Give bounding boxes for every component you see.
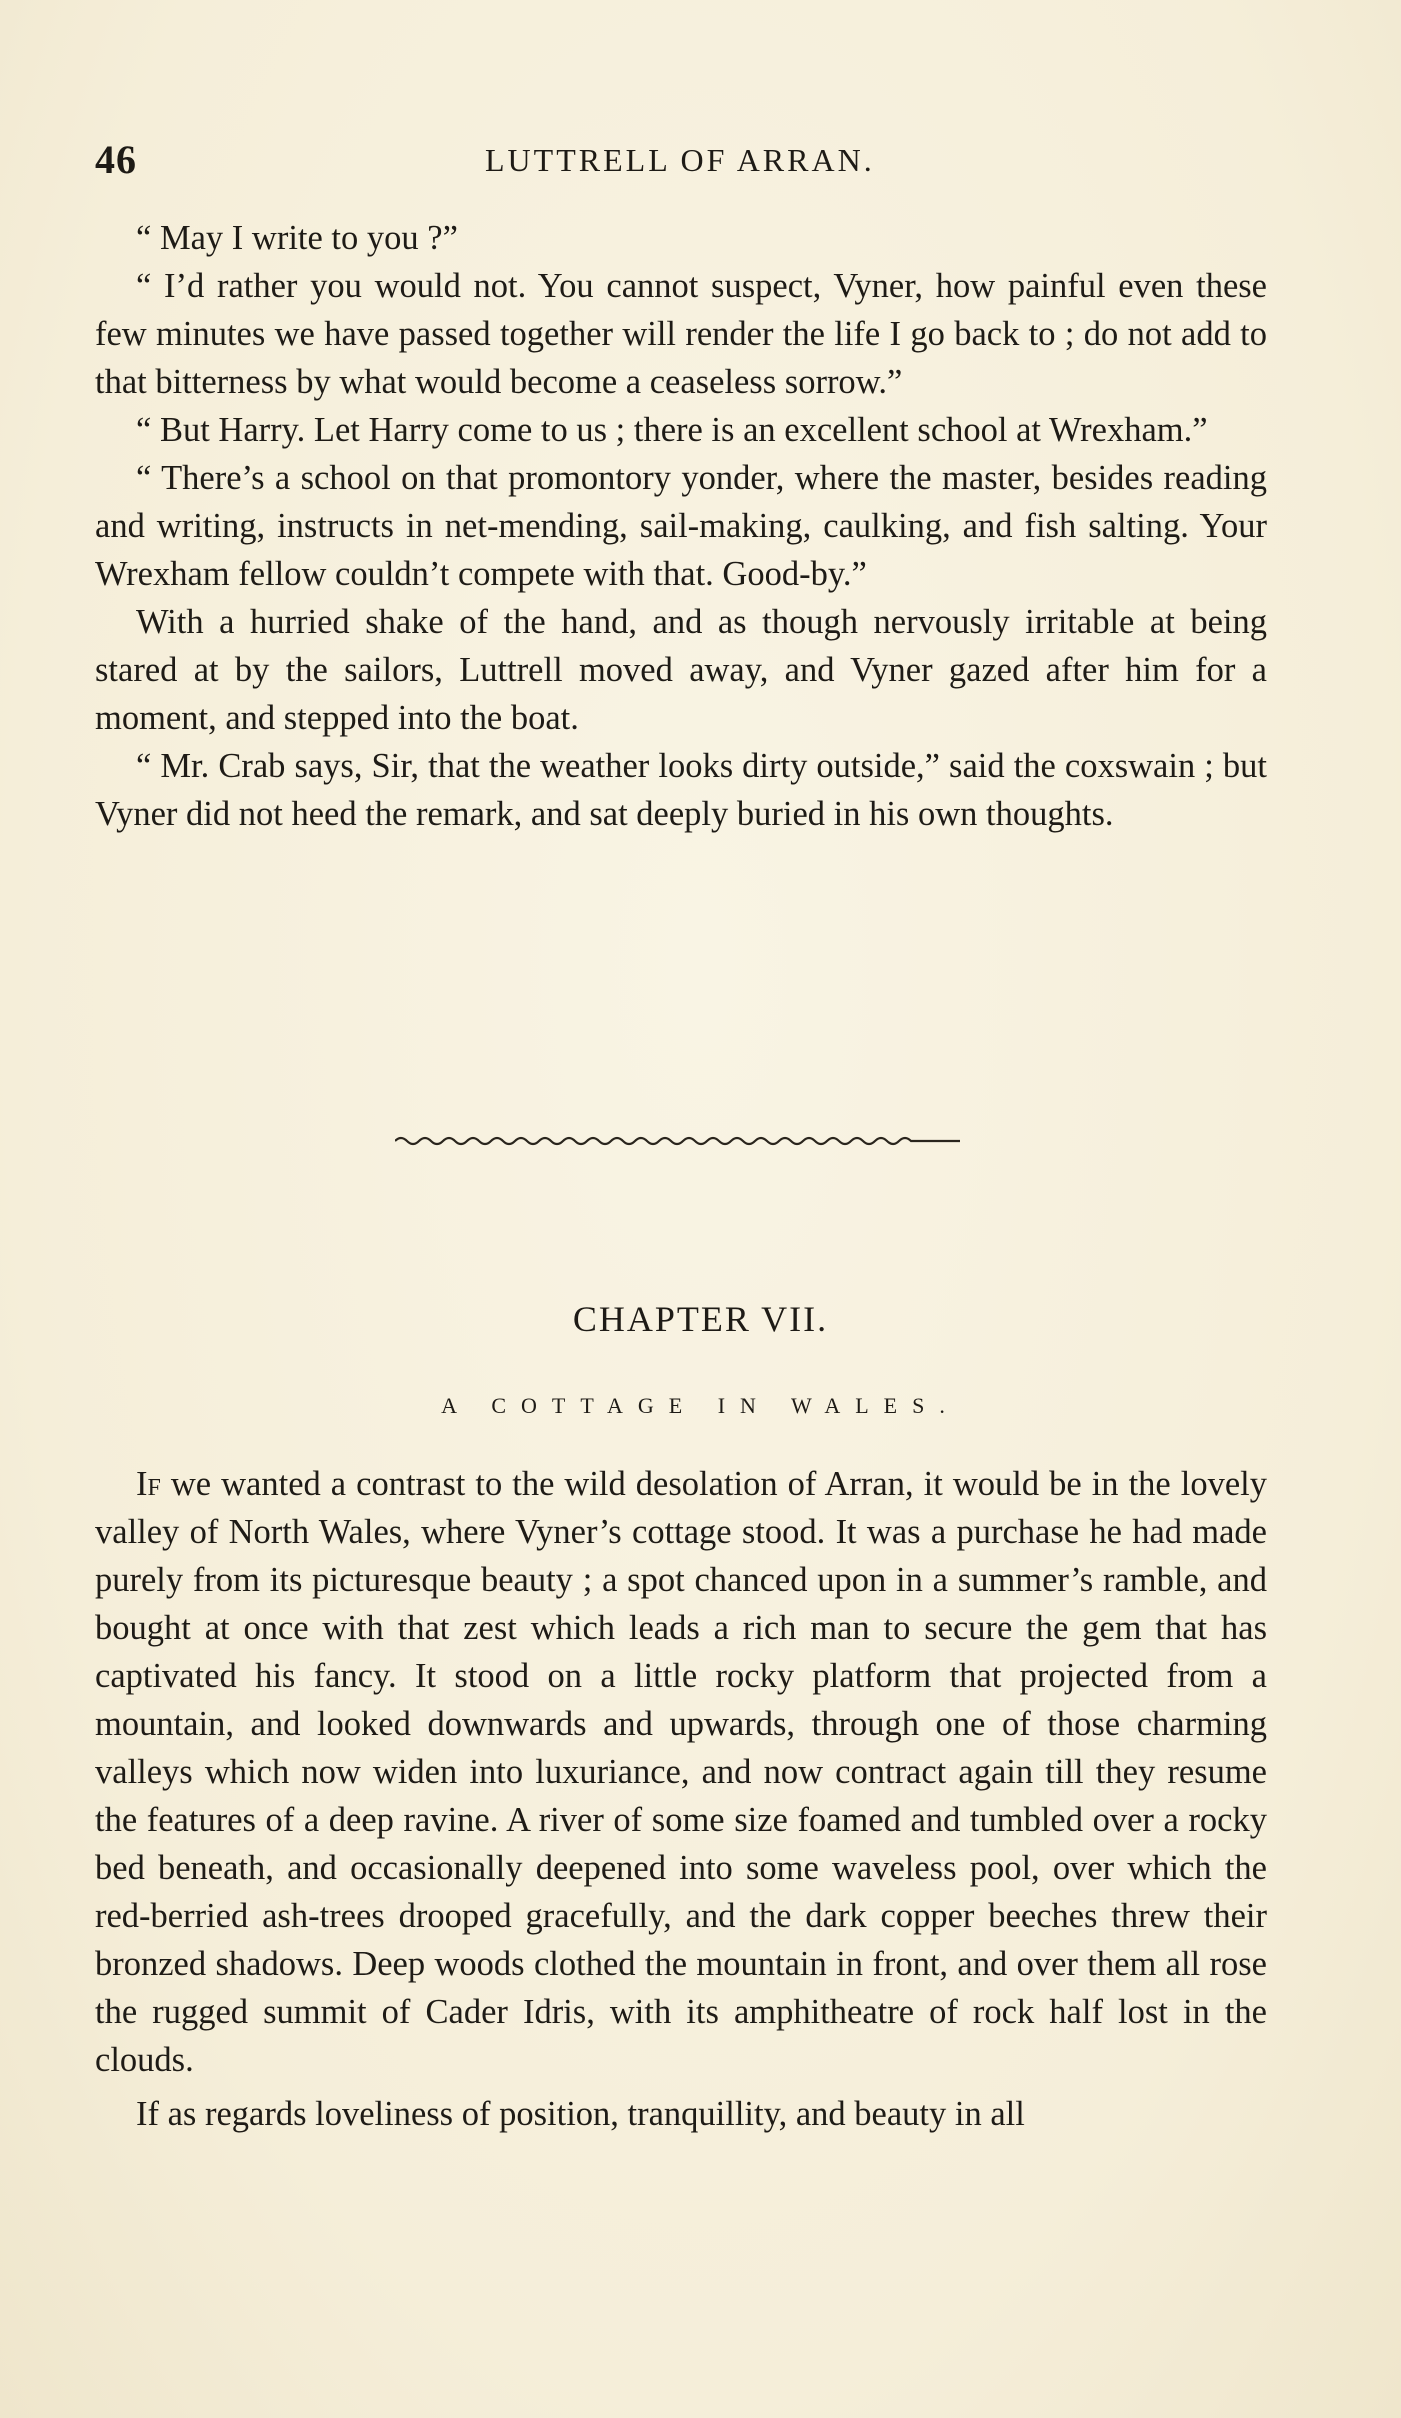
paragraph: “ Mr. Crab says, Sir, that the weather looks dirty outside,” said the coxswain ; but Vyner did not heed the remark, and sat deeply buried in his own thoughts. — [95, 747, 1267, 833]
text-block-top — [95, 214, 1267, 838]
text-block-bottom — [95, 1460, 1267, 2138]
opening-word: If — [136, 1465, 161, 1503]
paragraph: “ May I write to you ?” — [136, 219, 458, 257]
paragraph: With a hurried shake of the hand, and as though nervously irritable at being stared at by the sailors, Luttrell moved away, and Vyner gazed after him for a moment, and stepped into the boat. — [95, 603, 1267, 737]
paragraph: If as regards loveliness of position, tranquillity, and beauty in all — [136, 2095, 1025, 2133]
wavy-divider-ornament — [395, 1133, 960, 1149]
chapter-title: CHAPTER VII. — [572, 1299, 829, 1339]
running-head: LUTTRELL OF ARRAN. — [485, 142, 875, 178]
page-number: 46 — [95, 137, 137, 182]
page-header — [95, 136, 1267, 186]
paragraph: “ There’s a school on that promontory yonder, where the master, besides reading and writing, instructs in net-mending, sail-making, caulking, and fish salting. Your Wrexham fellow couldn’t compete with that. Good-by.” — [95, 459, 1267, 593]
paragraph-text: we wanted a contrast to the wild desolation of Arran, it would be in the lovely valley of North Wales, where Vyner’s cottage stood. It was a purchase he had made purely from its picturesque beauty ; a spot chanced upon in a summer’s ramble, and bought at once with that zest which leads a rich man to secure the gem that has captivated his fancy. It stood on a little rocky platform that projected from a mountain, and looked downwards and upwards, through one of those charming valleys which now widen into luxuriance, and now contract again till they resume the features of a deep ravine. A river of some size foamed and tumbled over a rocky bed beneath, and occasionally deepened into some waveless pool, over which the red-berried ash-trees drooped gracefully, and the dark copper beeches threw their bronzed shadows. Deep woods clothed the mountain in front, and over them all rose the rugged summit of Cader Idris, with its amphitheatre of rock half lost in the clouds. — [95, 1465, 1267, 2079]
paragraph — [95, 1460, 1267, 2084]
paragraph: “ I’d rather you would not. You cannot suspect, Vyner, how painful even these few minutes we have passed together will render the life I go back to ; do not add to that bitterness by what would become a ceaseless sorrow.” — [95, 267, 1267, 401]
chapter-subtitle: A COTTAGE IN WALES. — [441, 1393, 960, 1418]
paragraph: “ But Harry. Let Harry come to us ; there is an excellent school at Wrexham.” — [136, 411, 1208, 449]
